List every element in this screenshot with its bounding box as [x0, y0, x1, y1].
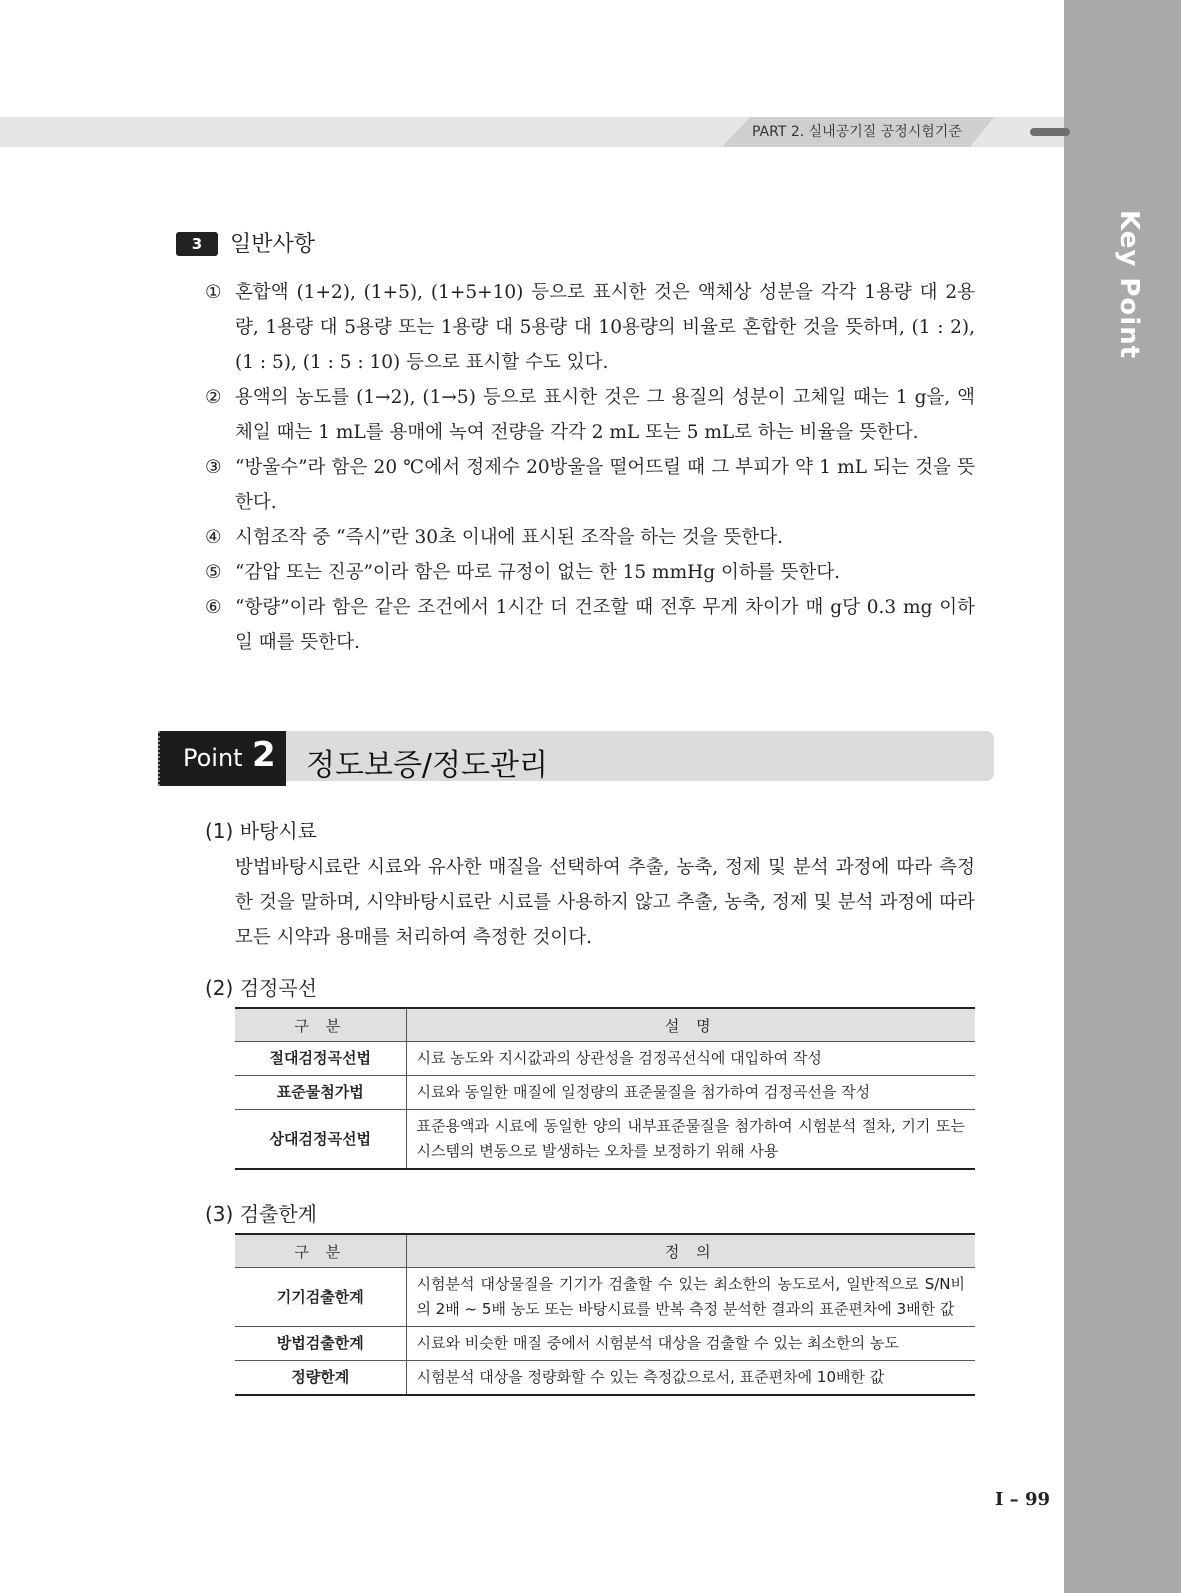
table-row — [235, 1327, 975, 1361]
item-number: ⑥ — [205, 597, 222, 618]
point-number: 2 — [252, 735, 276, 775]
table-row — [235, 1042, 975, 1076]
table-row — [235, 1110, 975, 1170]
page-number: I – 99 — [995, 1489, 1051, 1510]
row-key: 정량한계 — [235, 1361, 406, 1396]
list-item — [205, 450, 975, 520]
part-label: PART 2. 실내공기질 공정시험기준 — [752, 124, 962, 140]
general-items-list — [205, 275, 975, 660]
item-text: 용액의 농도를 (1→2), (1→5) 등으로 표시한 것은 그 용질의 성분이 고체일 때는 1 g을, 액체일 때는 1 mL를 용매에 녹여 전량을 각각 2 mL 또는 5 mL로 하는 비율을 뜻한다. — [235, 387, 975, 443]
section-number-badge: 3 — [176, 232, 218, 256]
column-header: 구 분 — [235, 1008, 406, 1042]
subsection-heading-calibration: (2) 검정곡선 — [205, 976, 317, 1000]
item-text: “방울수”라 함은 20 ℃에서 정제수 20방울을 떨어뜨릴 때 그 부피가 약 1 mL 되는 것을 뜻한다. — [235, 457, 975, 513]
list-item — [205, 590, 975, 660]
item-text: “감압 또는 진공”이라 함은 따로 규정이 없는 한 15 mmHg 이하를 뜻한다. — [235, 562, 840, 583]
item-number: ② — [205, 387, 222, 408]
row-value: 시험분석 대상을 정량화할 수 있는 측정값으로서, 표준편차에 10배한 값 — [406, 1361, 975, 1396]
row-value: 시료와 동일한 매질에 일정량의 표준물질을 첨가하여 검정곡선을 작성 — [406, 1076, 975, 1110]
item-number: ① — [205, 282, 222, 303]
point-title: 정도보증/정도관리 — [306, 748, 548, 783]
row-value: 시료와 비슷한 매질 중에서 시험분석 대상을 검출할 수 있는 최소한의 농도 — [406, 1327, 975, 1361]
item-number: ⑤ — [205, 562, 222, 583]
item-text: 시험조작 중 “즉시”란 30초 이내에 표시된 조작을 하는 것을 뜻한다. — [235, 527, 784, 548]
table-row — [235, 1076, 975, 1110]
column-header: 정 의 — [406, 1234, 975, 1268]
list-item — [205, 275, 975, 380]
item-text: 혼합액 (1+2), (1+5), (1+5+10) 등으로 표시한 것은 액체상 성분을 각각 1용량 대 2용량, 1용량 대 5용량 또는 1용량 대 5용량 대 10용량의 비율로 혼합한 것을 뜻하며, (1 : 2), (1 : 5), (1 : 5 : 10) 등으로 표시할 수도 있다. — [235, 282, 975, 373]
item-number: ③ — [205, 457, 222, 478]
table-header-row — [235, 1008, 975, 1042]
row-key: 상대검정곡선법 — [235, 1110, 406, 1170]
detection-limit-table — [235, 1233, 975, 1396]
row-value: 표준용액과 시료에 동일한 양의 내부표준물질을 첨가하여 시험분석 절차, 기기 또는 시스템의 변동으로 발생하는 오차를 보정하기 위해 사용 — [406, 1110, 975, 1170]
subsection-heading-detection-limit: (3) 검출한계 — [205, 1202, 317, 1226]
item-number: ④ — [205, 527, 222, 548]
table-header-row — [235, 1234, 975, 1268]
side-tab-title: Key Point — [1114, 210, 1144, 360]
row-key: 방법검출한계 — [235, 1327, 406, 1361]
table-row — [235, 1268, 975, 1327]
row-key: 절대검정곡선법 — [235, 1042, 406, 1076]
table-row — [235, 1361, 975, 1396]
subsection-heading-blank-sample: (1) 바탕시료 — [205, 819, 317, 843]
row-key: 기기검출한계 — [235, 1268, 406, 1327]
item-text: “항량”이라 함은 같은 조건에서 1시간 더 건조할 때 전후 무게 차이가 매 g당 0.3 mg 이하일 때를 뜻한다. — [235, 597, 975, 653]
list-item — [205, 380, 975, 450]
section-title: 일반사항 — [230, 232, 316, 257]
calibration-table — [235, 1007, 975, 1170]
list-item — [205, 555, 975, 590]
column-header: 설 명 — [406, 1008, 975, 1042]
row-value: 시험분석 대상물질을 기기가 검출할 수 있는 최소한의 농도로서, 일반적으로 S/N비의 2배 ~ 5배 농도 또는 바탕시료를 반복 측정 분석한 결과의 표준편차에 3배한 값 — [406, 1268, 975, 1327]
column-header: 구 분 — [235, 1234, 406, 1268]
row-value: 시료 농도와 지시값과의 상관성을 검정곡선식에 대입하여 작성 — [406, 1042, 975, 1076]
blank-sample-paragraph: 방법바탕시료란 시료와 유사한 매질을 선택하여 추출, 농축, 정제 및 분석 과정에 따라 측정한 것을 말하며, 시약바탕시료란 시료를 사용하지 않고 추출, 농축, 정제 및 분석 과정에 따라 모든 시약과 용매를 처리하여 측정한 것이다. — [235, 857, 975, 948]
list-item — [205, 520, 975, 555]
row-key: 표준물첨가법 — [235, 1076, 406, 1110]
point-word: Point — [183, 744, 243, 772]
header-pill-decoration — [1030, 128, 1070, 136]
